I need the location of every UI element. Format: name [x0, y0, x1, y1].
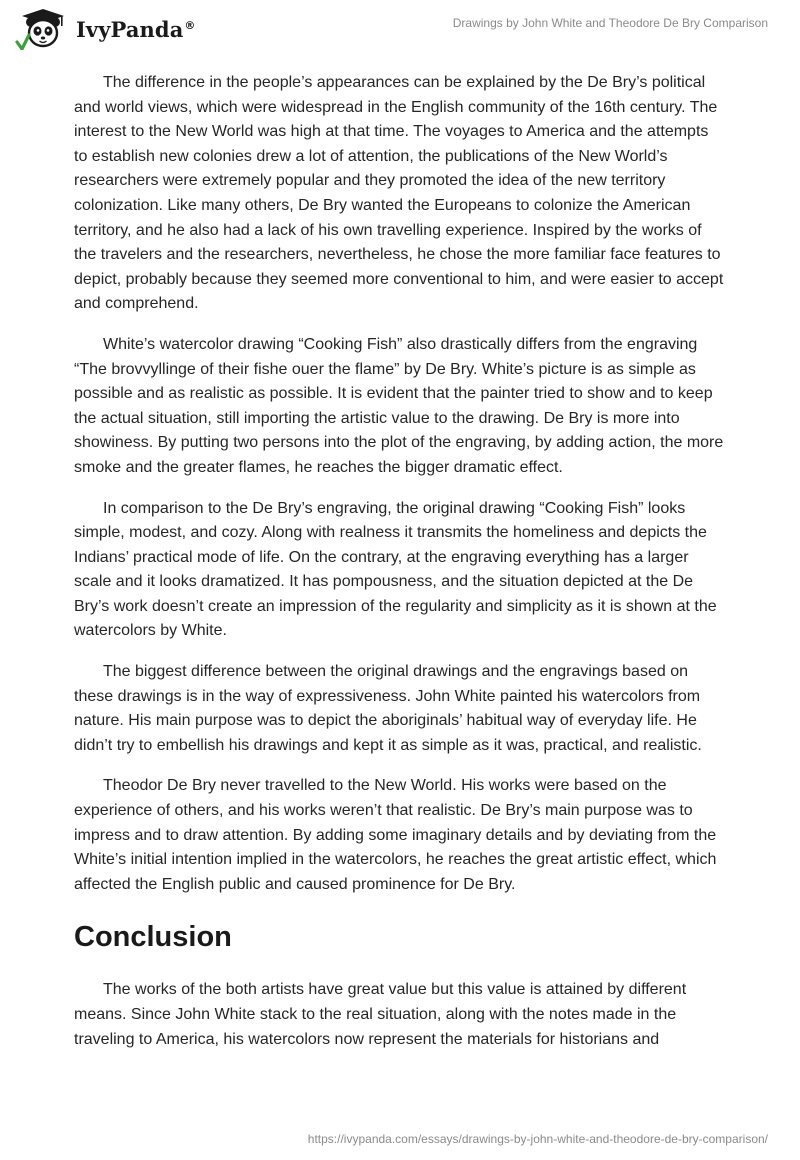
registered-mark: ®	[184, 18, 196, 32]
source-url[interactable]: https://ivypanda.com/essays/drawings-by-john-white-and-theodore-de-bry-comparison/	[307, 1132, 768, 1146]
paragraph-de-bry: Theodor De Bry never travelled to the New World. His works were based on the experience of others, and his works weren’t that realistic. De Bry’s main purpose was to impress and to draw attention. By adding some imaginary details and by deviating from the White’s initial intention implied in the watercolors, he reaches the great artistic effect, which affected the English public and caused prominence for De Bry.	[74, 777, 717, 893]
paragraph-conclusion: The works of the both artists have great value but this value is attained by different means. Since John White stack to the real situation, along with the notes made in the traveling to America, his watercolors now represent the materials for historians and	[74, 981, 687, 1048]
essay-content	[74, 71, 726, 1068]
paragraph-cooking-fish: White’s watercolor drawing “Cooking Fish” also drastically differs from the engraving “The brovvyllinge of their fishe ouer the flame” by De Bry. White’s picture is as simple as possible and as realistic as possible. It is evident that the painter tried to show and to keep the actual situation, still importing the artistic value to the drawing. De Bry is more into showiness. By putting two persons into the plot of the engraving, by adding action, the more smoke and the greater flames, he reaches the bigger dramatic effect.	[74, 335, 724, 476]
conclusion-heading: Conclusion	[74, 921, 232, 954]
paragraph-appearances: The difference in the people’s appearances can be explained by the De Bry’s political and world views, which were widespread in the English community of the 16th century. The interest to the New World was high at that time. The voyages to America and the attempts to establish new colonies drew a lot of attention, the publications of the New World’s researchers were extremely popular and they promoted the idea of the new territory colonization. Like many others, De Bry wanted the Europeans to colonize the American territory, and he also had a lack of his own travelling experience. Inspired by the works of the travelers and the researchers, nevertheless, he chose the more familiar face features to depict, probably because they seemed more conventional to him, and were easier to accept and comprehend.	[74, 74, 724, 313]
paragraph-comparison: In comparison to the De Bry’s engraving, the original drawing “Cooking Fish” looks simple, modest, and cozy. Along with realness it transmits the homeliness and depicts the Indians’ practical mode of life. On the contrary, at the engraving everything has a larger scale and it looks dramatized. It has pompousness, and the situation depicted at the De Bry’s work doesn’t create an impression of the regularity and simplicity as it is shown at the watercolors by White.	[74, 499, 717, 640]
brand-name: IvyPanda®	[76, 16, 196, 42]
panda-graduate-icon	[14, 8, 72, 50]
page-header	[0, 0, 800, 56]
ivypanda-logo[interactable]	[14, 8, 196, 50]
paragraph-expressiveness: The biggest difference between the original drawings and the engravings based on these drawings is in the way of expressiveness. John White painted his watercolors from nature. His main purpose was to depict the aboriginals’ habitual way of everyday life. He didn’t try to embellish his drawings and kept it as simple as it was, practical, and realistic.	[74, 663, 702, 754]
document-title: Drawings by John White and Theodore De Bry Comparison	[452, 16, 768, 30]
